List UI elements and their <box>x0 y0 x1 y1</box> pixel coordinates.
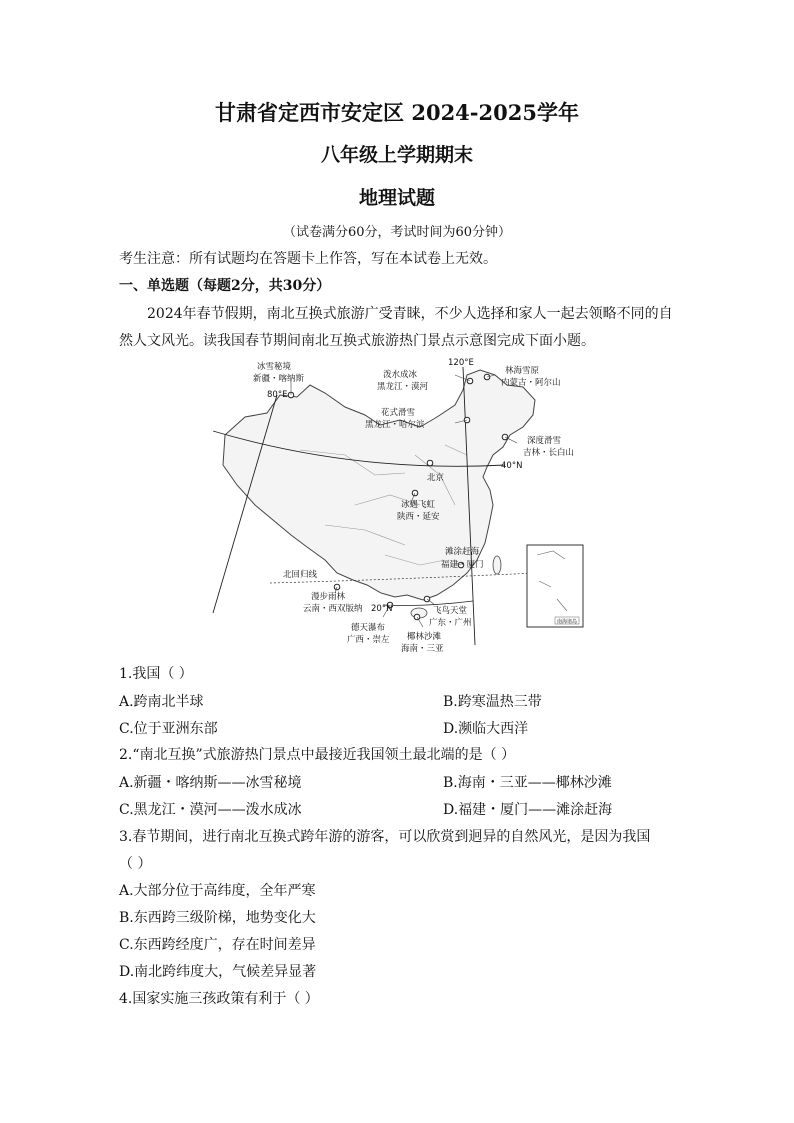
question-2-stem: 2.“南北互换”式旅游热门景点中最接近我国领土最北端的是（ ） <box>119 747 516 763</box>
label-beijing: 北京 <box>427 473 445 483</box>
label-jilin: 吉林・长白山 <box>523 448 575 458</box>
label-detian: 德天瀑布 <box>351 623 386 633</box>
label-shendu: 深度滑雪 <box>527 436 562 446</box>
inset-label: 南海诸岛 <box>557 619 578 625</box>
label-yunnan: 云南・西双版纳 <box>303 604 363 614</box>
label-bingyu: 冰遇飞虹 <box>401 500 436 510</box>
question-3-stem: 3.春节期间，进行南北互换式跨年游的游客，可以欣赏到迥异的自然风光，是因为我国 <box>119 829 651 845</box>
label-bingxue: 冰雪秘境 <box>257 362 292 372</box>
label-huashi: 花式滑雪 <box>381 408 416 418</box>
question-1-option-b: B.跨寒温热三带 <box>443 694 542 710</box>
label-posui: 泼水成冰 <box>383 370 418 380</box>
question-1-option-a: A.跨南北半球 <box>119 694 204 710</box>
label-feiniao: 飞鸟天堂 <box>433 606 468 616</box>
intro-line-1: 2024年春节假期，南北互换式旅游广受青睐，不少人选择和家人一起去领略不同的自 <box>147 306 673 322</box>
china-outline <box>223 370 535 600</box>
label-tantu: 滩涂赶海 <box>445 547 480 557</box>
exam-info: （试卷满分60分，考试时间为60分钟） <box>282 225 512 240</box>
question-2-option-b: B.海南・三亚——椰林沙滩 <box>443 775 612 791</box>
page-title: 甘肃省定西市安定区 2024-2025学年 <box>215 100 579 125</box>
point-beijing <box>427 460 433 466</box>
subject-title: 地理试题 <box>358 187 435 209</box>
china-tourism-map <box>205 355 605 655</box>
question-2-option-c: C.黑龙江・漠河——泼水成冰 <box>119 802 302 818</box>
label-guangxi: 广西・崇左 <box>347 635 390 645</box>
question-2-option-a: A.新疆・喀纳斯——冰雪秘境 <box>119 775 302 791</box>
page-subtitle: 八年级上学期期末 <box>320 144 473 166</box>
label-hainan: 海南・三亚 <box>401 644 444 654</box>
question-1-stem: 1.我国（ ） <box>119 666 193 682</box>
label-linhai: 林海雪原 <box>505 366 540 376</box>
label-manbu: 漫步雨林 <box>311 592 346 602</box>
label-tropic: 北回归线 <box>283 570 318 580</box>
section-heading: 一、单选题（每题2分，共30分） <box>119 278 331 294</box>
south-china-sea-inset <box>527 545 583 627</box>
label-neimenggu: 内蒙古・阿尔山 <box>501 378 561 388</box>
question-3-option-a: A.大部分位于高纬度，全年严寒 <box>119 883 316 899</box>
taiwan-island <box>493 556 501 574</box>
question-1-option-d: D.濒临大西洋 <box>443 721 529 737</box>
label-lon120: 120°E <box>448 358 474 368</box>
question-3-option-b: B.东西跨三级阶梯，地势变化大 <box>119 910 316 926</box>
label-fujian: 福建・厦门 <box>441 560 484 570</box>
question-3-stem-cont: （ ） <box>119 856 152 872</box>
label-mohe: 黑龙江・漠河 <box>377 382 429 392</box>
intro-line-2: 然人文风光。读我国春节期间南北互换式旅游热门景点示意图完成下面小题。 <box>119 333 595 349</box>
label-lat40: 40°N <box>501 461 523 471</box>
label-lat20: 20°N <box>371 604 393 614</box>
label-lon80: 80°E <box>267 390 288 400</box>
label-yelin: 椰林沙滩 <box>407 632 442 642</box>
question-3-option-c: C.东西跨经度广，存在时间差异 <box>119 937 316 953</box>
question-3-option-d: D.南北跨纬度大，气候差异显著 <box>119 964 317 980</box>
label-guangdong: 广东・广州 <box>429 618 472 628</box>
question-2-option-d: D.福建・厦门——滩涂赶海 <box>443 802 613 818</box>
question-1-option-c: C.位于亚洲东部 <box>119 721 218 737</box>
question-4-stem: 4.国家实施三孩政策有利于（ ） <box>119 991 319 1007</box>
label-shaanxi: 陕西・延安 <box>397 512 440 522</box>
label-xinjiang: 新疆・喀纳斯 <box>253 374 305 384</box>
exam-notice: 考生注意：所有试题均在答题卡上作答，写在本试卷上无效。 <box>119 251 497 267</box>
label-harbin: 黑龙江・哈尔滨 <box>365 420 425 430</box>
